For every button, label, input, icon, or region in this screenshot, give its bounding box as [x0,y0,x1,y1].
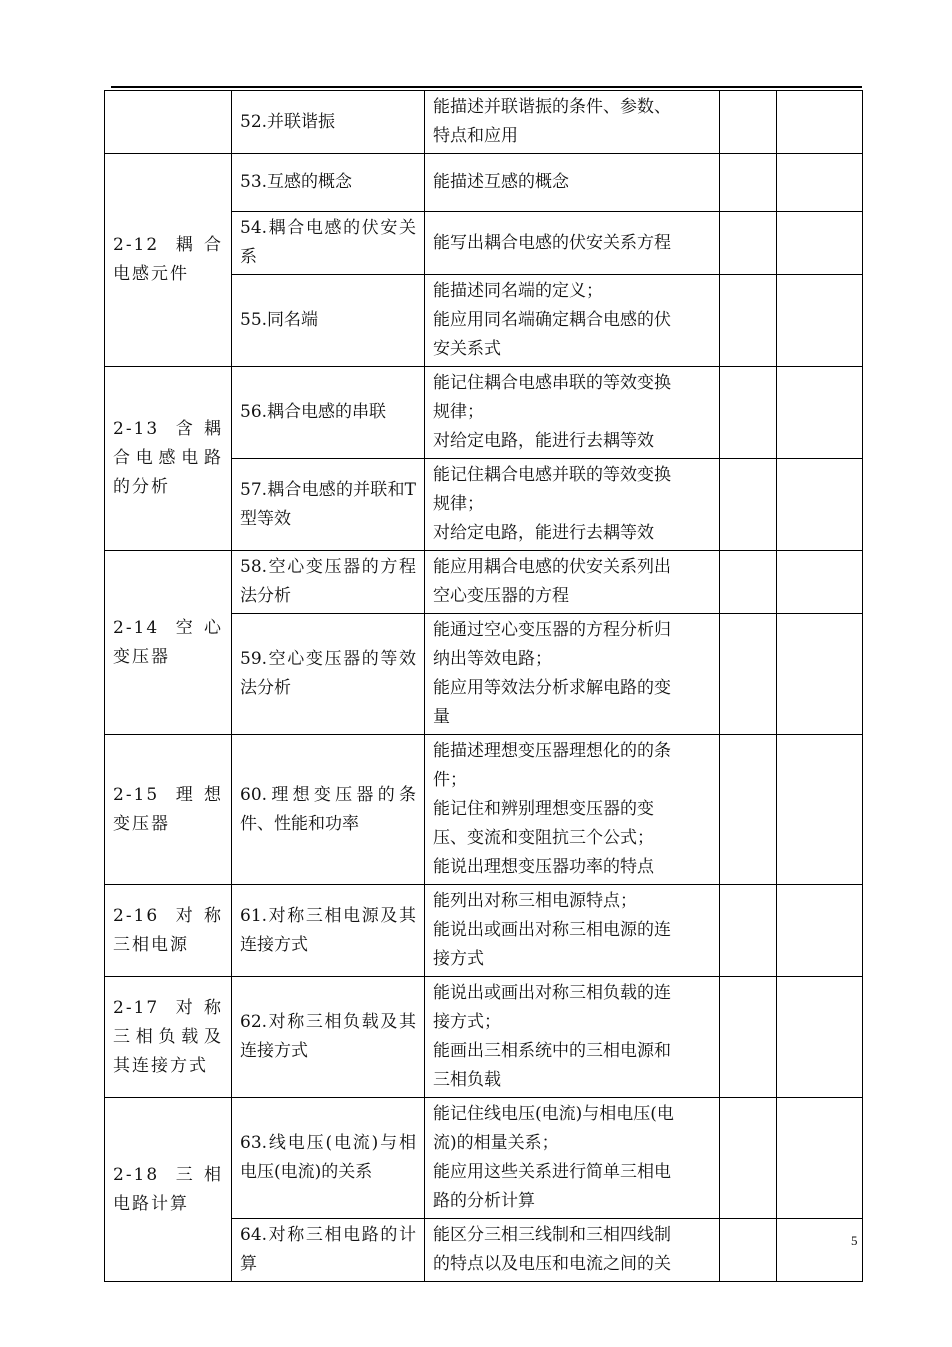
table-row [105,1098,863,1219]
objective-cell: 能记住线电压(电流)与相电压(电 流)的相量关系； 能应用这些关系进行简单三相电 路的分析计算 [425,1098,720,1219]
empty-cell [777,977,863,1098]
table-row [105,91,863,154]
chapter-cell: 2-13 含耦合电感电路的分析 [105,367,232,551]
empty-cell [720,1098,777,1219]
knowledge-point-cell: 61.对称三相电源及其连接方式 [232,885,425,977]
chapter-cell [105,91,232,154]
empty-cell [777,1219,863,1282]
knowledge-point-cell: 60.理想变压器的条件、性能和功率 [232,735,425,885]
objective-cell: 能描述互感的概念 [425,154,720,212]
empty-cell [777,367,863,459]
table-row [105,735,863,885]
page-number: 5 [851,1233,858,1248]
objective-cell: 能区分三相三线制和三相四线制 的特点以及电压和电流之间的关 [425,1219,720,1282]
header-rule [111,86,862,88]
empty-cell [777,735,863,885]
empty-cell [720,551,777,614]
empty-cell [720,367,777,459]
empty-cell [720,885,777,977]
chapter-cell: 2-14 空心变压器 [105,551,232,735]
objective-cell: 能记住耦合电感并联的等效变换 规律； 对给定电路，能进行去耦等效 [425,459,720,551]
knowledge-point-cell: 57.耦合电感的并联和T型等效 [232,459,425,551]
table-row [105,154,863,212]
empty-cell [777,459,863,551]
chapter-cell: 2-17 对称三相负载及其连接方式 [105,977,232,1098]
table-row [105,551,863,614]
knowledge-point-cell: 52.并联谐振 [232,91,425,154]
objective-cell: 能写出耦合电感的伏安关系方程 [425,212,720,275]
objective-cell: 能通过空心变压器的方程分析归 纳出等效电路； 能应用等效法分析求解电路的变 量 [425,614,720,735]
empty-cell [720,735,777,885]
empty-cell [777,91,863,154]
knowledge-point-cell: 62.对称三相负载及其连接方式 [232,977,425,1098]
knowledge-point-cell: 63.线电压(电流)与相电压(电流)的关系 [232,1098,425,1219]
chapter-cell: 2-16 对称三相电源 [105,885,232,977]
knowledge-point-cell: 58.空心变压器的方程法分析 [232,551,425,614]
chapter-cell: 2-12 耦合电感元件 [105,154,232,367]
knowledge-point-cell: 59.空心变压器的等效法分析 [232,614,425,735]
table-row [105,977,863,1098]
empty-cell [777,154,863,212]
empty-cell [720,977,777,1098]
empty-cell [777,885,863,977]
table-row [105,885,863,977]
knowledge-point-cell: 53.互感的概念 [232,154,425,212]
knowledge-point-cell: 54.耦合电感的伏安关系 [232,212,425,275]
objective-cell: 能描述同名端的定义； 能应用同名端确定耦合电感的伏 安关系式 [425,275,720,367]
empty-cell [720,614,777,735]
objective-cell: 能列出对称三相电源特点； 能说出或画出对称三相电源的连 接方式 [425,885,720,977]
objective-cell: 能说出或画出对称三相负载的连 接方式； 能画出三相系统中的三相电源和 三相负载 [425,977,720,1098]
empty-cell [720,91,777,154]
empty-cell [777,551,863,614]
table-row [105,367,863,459]
knowledge-point-cell: 56.耦合电感的串联 [232,367,425,459]
objective-cell: 能应用耦合电感的伏安关系列出 空心变压器的方程 [425,551,720,614]
empty-cell [777,614,863,735]
objective-cell: 能记住耦合电感串联的等效变换 规律； 对给定电路，能进行去耦等效 [425,367,720,459]
table-body [105,91,863,1282]
empty-cell [720,154,777,212]
objective-cell: 能描述理想变压器理想化的的条 件； 能记住和辨别理想变压器的变 压、变流和变阻抗三个公式； 能说出理想变压器功率的特点 [425,735,720,885]
chapter-cell: 2-15 理想变压器 [105,735,232,885]
empty-cell [720,212,777,275]
empty-cell [777,212,863,275]
knowledge-point-cell: 64.对称三相电路的计算 [232,1219,425,1282]
empty-cell [777,1098,863,1219]
empty-cell [720,459,777,551]
syllabus-table [104,90,863,1282]
empty-cell [777,275,863,367]
empty-cell [720,1219,777,1282]
chapter-cell: 2-18 三相电路计算 [105,1098,232,1282]
empty-cell [720,275,777,367]
objective-cell: 能描述并联谐振的条件、参数、 特点和应用 [425,91,720,154]
knowledge-point-cell: 55.同名端 [232,275,425,367]
